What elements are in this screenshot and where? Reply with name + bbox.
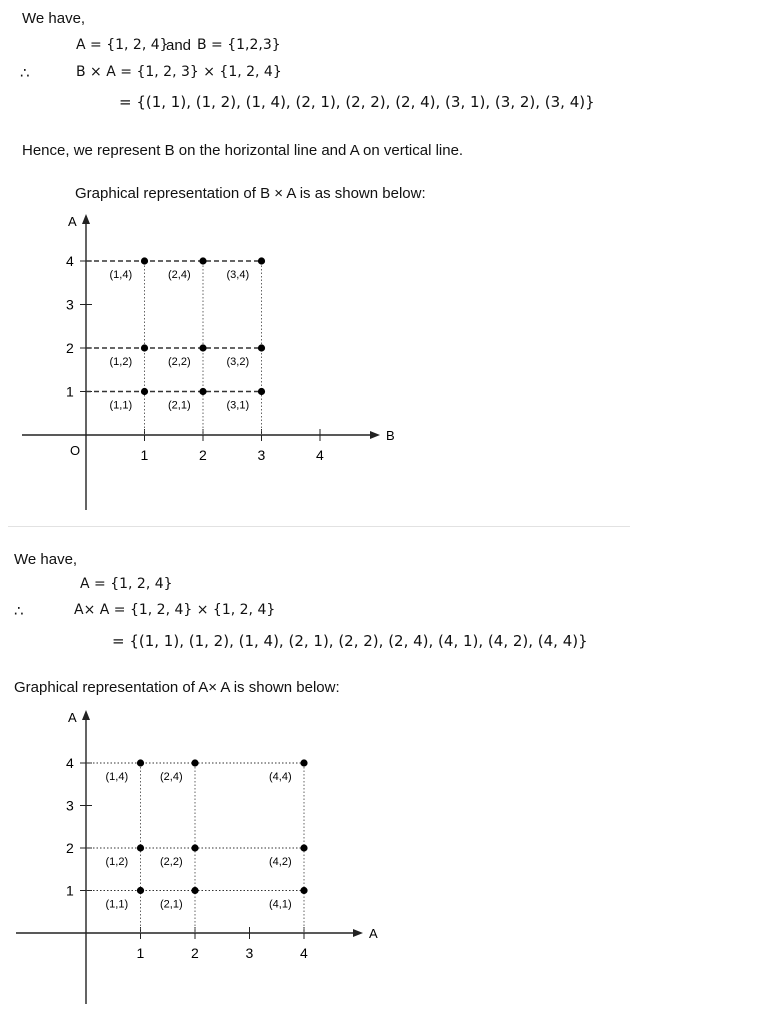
y-tick-label: 4 (66, 755, 74, 771)
product-set-1: = {(1, 1), (1, 2), (1, 4), (2, 1), (2, 2), (2, 4), (3, 1), (3, 2), (3, 4)} (119, 93, 595, 111)
x-axis-arrow-icon (353, 929, 363, 937)
data-point (141, 344, 148, 351)
data-point (137, 759, 144, 766)
data-point (141, 388, 148, 395)
intro-text-1: We have, (22, 10, 86, 27)
set-a-definition-2: A = {1, 2, 4} (80, 576, 173, 592)
section-divider (8, 526, 630, 527)
set-b-definition: B = {1,2,3} (197, 37, 281, 53)
data-point (199, 344, 206, 351)
y-tick-label: 3 (66, 296, 74, 313)
product-definition-2: A× A = {1, 2, 4} × {1, 2, 4} (74, 602, 276, 618)
x-tick-label: 1 (136, 945, 145, 961)
data-point (300, 759, 307, 766)
data-point-label: (1,2) (105, 856, 129, 868)
y-axis-label: A (68, 214, 77, 229)
data-point-label: (3,2) (226, 356, 250, 368)
product-set-2: = {(1, 1), (1, 2), (1, 4), (2, 1), (2, 2), (2, 4), (4, 1), (4, 2), (4, 4)} (112, 632, 588, 650)
data-point (199, 257, 206, 264)
y-tick-label: 1 (66, 383, 74, 400)
data-point (258, 257, 265, 264)
data-point (300, 887, 307, 894)
intro-text-2: We have, (14, 551, 78, 568)
product-definition-1: B × A = {1, 2, 3} × {1, 2, 4} (76, 64, 282, 80)
therefore-symbol-1: ∴ (20, 65, 30, 82)
x-axis-arrow-icon (370, 431, 380, 439)
data-point-label: (4,4) (269, 771, 292, 783)
data-point (191, 844, 198, 851)
data-point-label: (1,2) (109, 356, 133, 368)
graph-caption-1: Graphical representation of B × A is as shown below: (75, 185, 426, 202)
data-point-label: (3,4) (226, 269, 250, 281)
x-tick-label: 2 (191, 945, 199, 961)
data-point-label: (1,4) (109, 269, 133, 281)
data-point (191, 887, 198, 894)
chart-a-cross-a (0, 700, 764, 1020)
data-point-label: (2,2) (168, 356, 191, 368)
y-tick-label: 3 (66, 797, 74, 814)
data-point-label: (3,1) (226, 399, 250, 412)
data-point-label: (2,4) (168, 269, 191, 281)
data-point (300, 844, 307, 851)
data-point-label: (4,1) (269, 898, 292, 911)
y-tick-label: 4 (66, 253, 74, 269)
x-axis-label: A (369, 926, 378, 941)
x-tick-label: 4 (300, 945, 308, 961)
data-point-label: (2,4) (160, 771, 183, 783)
data-point-label: (4,2) (269, 856, 292, 868)
data-point-label: (2,1) (160, 898, 183, 911)
x-tick-label: 4 (316, 447, 324, 463)
data-point (258, 388, 265, 395)
y-tick-label: 2 (66, 340, 74, 356)
data-point-label: (2,1) (168, 399, 191, 412)
origin-label: O (70, 443, 81, 458)
data-point (137, 844, 144, 851)
data-point-label: (1,1) (105, 898, 129, 911)
data-point (141, 257, 148, 264)
data-point-label: (1,1) (109, 399, 133, 412)
data-point (199, 388, 206, 395)
and-text: and (166, 37, 192, 54)
x-tick-label: 3 (257, 447, 266, 463)
y-axis-label: A (68, 710, 77, 725)
therefore-symbol-2: ∴ (14, 603, 24, 620)
x-tick-label: 2 (199, 447, 207, 463)
data-point-label: (2,2) (160, 856, 183, 868)
x-axis-label: B (386, 428, 395, 443)
y-axis-arrow-icon (82, 214, 90, 224)
set-a-definition-1: A = {1, 2, 4} (76, 37, 169, 53)
data-point-label: (1,4) (105, 771, 129, 783)
y-axis-arrow-icon (82, 710, 90, 720)
data-point (137, 887, 144, 894)
x-tick-label: 3 (245, 945, 254, 961)
data-point (191, 759, 198, 766)
chart-b-cross-a (0, 205, 764, 525)
data-point (258, 344, 265, 351)
representation-note: Hence, we represent B on the horizontal line and A on vertical line. (22, 142, 464, 159)
graph-caption-2: Graphical representation of A× A is shown below: (14, 679, 340, 696)
x-tick-label: 1 (140, 447, 149, 463)
y-tick-label: 2 (66, 840, 74, 856)
y-tick-label: 1 (66, 882, 74, 899)
